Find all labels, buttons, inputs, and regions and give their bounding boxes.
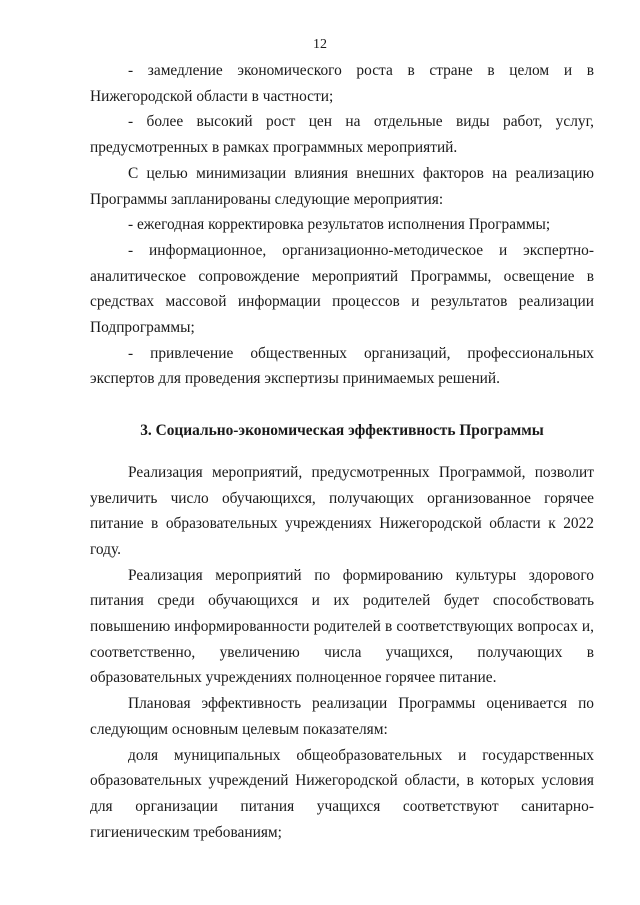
paragraph-indicator-share: доля муниципальных общеобразовательных и государственных образовательных учреждений Нижегородской области, в которых условия для организации питания учащихся соответствуют санитарно-гигиеническим требованиям; — [90, 746, 594, 841]
list-item-information-support: - информационное, организационно-методическое и экспертно-аналитическое сопровождение мероприятий Программы, освещение в средствах массовой информации процессов и результатов реализации Подпрограммы; — [90, 241, 594, 337]
paragraph-implementation-effect: Реализация мероприятий, предусмотренных Программой, позволит увеличить число обучающихся, получающих организованное горячее питание в образовательных учреждениях Нижегородской области к 2022 году. — [90, 463, 594, 558]
list-item-annual-adjustment: - ежегодная корректировка результатов исполнения Программы; — [128, 216, 551, 234]
section-heading: 3. Социально-экономическая эффективность Программы — [140, 422, 544, 440]
paragraph-healthy-nutrition: Реализация мероприятий по формированию культуры здорового питания среди обучающихся и их родителей будет способствовать повышению информированности родителей в соответствующих вопросах и, соответственно, увеличению числа учащихся, получающих в образовательных учреждениях полноценное горячее питание. — [90, 566, 594, 687]
list-item-public-organizations: - привлечение общественных организаций, профессиональных экспертов для проведения экспертизы принимаемых решений. — [90, 344, 594, 388]
page-number: 12 — [313, 37, 327, 52]
paragraph-planned-efficiency: Плановая эффективность реализации Программы оценивается по следующим основным целевым показателям: — [90, 695, 594, 738]
list-item-economic-slowdown: - замедление экономического роста в стране в целом и в Нижегородской области в частности; — [90, 62, 594, 105]
paragraph-mitigation-intro: С целью минимизации влияния внешних факторов на реализацию Программы запланированы следующие мероприятия: — [90, 164, 594, 208]
document-body — [90, 58, 594, 845]
list-item-price-growth: - более высокий рост цен на отдельные виды работ, услуг, предусмотренных в рамках программных мероприятий. — [90, 113, 594, 157]
